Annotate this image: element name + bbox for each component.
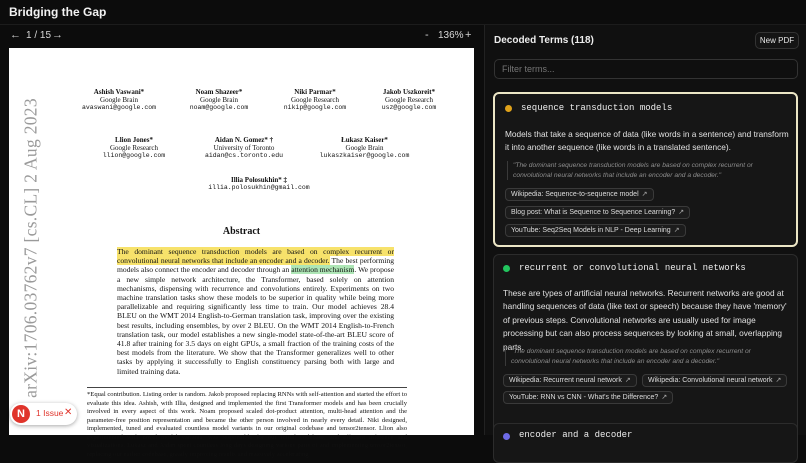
author-email: aidan@cs.toronto.edu [204,152,283,159]
author-name: Aidan N. Gomez* † [214,136,274,144]
zoom-in-button[interactable]: + [465,29,472,41]
filter-input[interactable] [494,59,798,79]
author-name: Łukasz Kaiser* [341,136,388,144]
author-affiliation: Google Brain [345,144,384,152]
author-email: usz@google.com [381,104,437,111]
author-name: Jakob Uszkoreit* [382,88,436,96]
reference-link[interactable] [505,188,654,201]
reference-link[interactable] [503,391,673,404]
external-link-icon: ↗ [678,209,685,216]
reference-link[interactable] [642,374,787,387]
reference-link[interactable] [505,224,686,237]
term-quote: "The dominant sequence transduction models are based on complex recurrent or convolutional neural networks that include an encoder and a decoder." [507,161,777,180]
abstract-fragment: . We propose a new simple network architecture, the Transformer, based solely on attention mechanisms, dispensing with recurrence and convolutions entirely. Experiments on two machine translation tasks show these models to be superior in quality while being more parallelizable and requiring significantly less time to train. Our model achieves 28.4 BLEU on the WMT 2014 English-to-German translation task, improving over the existing best results, including ensembles, by over 2 BLEU. On the WMT 2014 English-to-French translation task, our model establishes a new single-model state-of-the-art BLEU score of 41.8 after training for 3.5 days on eight GPUs, a small fraction of the training costs of the best models from the literature. We show that the Transformer generalizes well to other tasks by applying it successfully to English constituency parsing both with large and limited training data. [117,265,394,376]
author [265,88,365,112]
term-name: encoder and a decoder [519,430,633,440]
reference-link[interactable] [505,206,690,219]
pdf-toolbar [0,25,484,47]
author-name: Llion Jones* [115,136,153,144]
term-card[interactable] [493,92,798,247]
external-link-icon: ↗ [641,191,648,198]
panel-title: Decoded Terms (118) [494,35,594,46]
term-quote: "The dominant sequence transduction models are based on complex recurrent or convolutional neural networks that include an encoder and a decoder." [505,347,775,366]
pdf-page [9,48,474,458]
arxiv-id: arXiv:1706.03762v7 [cs.CL] 2 Aug 2023 [20,98,41,398]
terms-panel [484,25,806,440]
link-label: YouTube: Seq2Seq Models in NLP - Deep Learning [511,227,671,234]
link-label: YouTube: RNN vs CNN - What's the Difference? [509,394,659,401]
new-pdf-button[interactable]: New PDF [755,32,799,49]
term-card[interactable] [493,423,798,463]
abstract-fragment: The best performing models also connect the encoder and decoder through an [117,256,395,275]
highlighted-term[interactable]: The dominant sequence transduction models are based on complex recurrent or convolutional neural networks that include an encoder and a decoder. [117,247,394,266]
link-label: Wikipedia: Recurrent neural network [509,377,622,384]
zoom-level: 136% [438,30,464,41]
author [69,88,169,112]
author [189,136,299,160]
term-name: recurrent or convolutional neural networks [519,263,746,273]
author [169,88,269,112]
author-email: avaswani@google.com [81,104,157,111]
author-email: noam@google.com [189,104,249,111]
author-name: Ashish Vaswani* [93,88,145,96]
external-link-icon: ↗ [775,377,782,384]
author-name: Illia Polosukhin* ‡ [230,176,288,184]
author-affiliation: University of Toronto [213,144,275,152]
abstract-heading: Abstract [222,226,261,237]
author-affiliation: Google Research [290,96,339,104]
author-affiliation: Google Research [109,144,158,152]
term-color-dot [505,105,512,112]
next-page-button[interactable]: → [52,29,63,41]
external-link-icon: ↗ [624,377,631,384]
external-link-icon: ↗ [661,394,668,401]
author-affiliation: Google Research [384,96,433,104]
term-definition: Models that take a sequence of data (like words in a sentence) and transform it into another sequence (like words in a translated sentence). [505,129,789,153]
term-color-dot [503,433,510,440]
term-card[interactable] [493,254,798,434]
author-affiliation: Google Brain [200,96,238,104]
issues-badge[interactable] [10,403,77,425]
link-label: Wikipedia: Convolutional neural network [648,377,773,384]
arxiv-stamp [13,88,49,408]
author [199,176,319,192]
issues-label: 1 Issue [36,408,64,418]
abstract-text [117,247,394,376]
app-title: Bridging the Gap [9,5,107,19]
reference-link[interactable] [503,374,637,387]
author-affiliation: Google Brain [100,96,138,104]
prev-page-button[interactable]: ← [10,29,21,41]
top-bar [0,0,806,25]
term-color-dot [503,265,510,272]
link-label: Blog post: What is Sequence to Sequence Learning? [511,209,676,216]
page-indicator: 1 / 15 [26,30,52,41]
author-email: nikip@google.com [283,104,347,111]
author-name: Noam Shazeer* [195,88,243,96]
term-name: sequence transduction models [521,103,673,113]
author-name: Niki Parmar* [294,88,336,96]
pdf-viewer [0,25,484,458]
close-icon[interactable]: ✕ [64,407,73,418]
external-link-icon: ↗ [673,227,680,234]
zoom-out-button[interactable]: - [425,29,429,41]
highlighted-term[interactable]: attention mechanism [291,265,355,275]
author [84,136,184,160]
author-email: illia.polosukhin@gmail.com [208,184,310,191]
author [307,136,422,160]
link-label: Wikipedia: Sequence-to-sequence model [511,191,639,198]
author-email: llion@google.com [102,152,166,159]
author-email: lukaszkaiser@google.com [319,152,410,159]
next-logo-icon: N [12,405,30,423]
term-definition: These are types of artificial neural networks. Recurrent networks are good at handling sequences of data (like text or speech) because they have 'memory' of previous steps. Convolutional networks are usually used for image processing but can also process sequences by looking at small, overlapping parts. [503,288,787,352]
footnote: *Equal contribution. Listing order is random. Jakob proposed replacing RNNs with self-attention and started the effort to evaluate this idea. Ashish, with Illia, designed and implemented the first Transformer models and has been crucially involved in every aspect of this work. Noam proposed scaled dot-product attention, multi-head attention and the parameter-free position representation and became the other person involved in nearly every detail. Niki designed, implemented, tuned and evaluated countless model variants in our original codebase and tensor2tensor. Llion also experimented with novel model variants, was responsible for our initial codebase, and efficient inference and visualizations. Lukasz and Aidan spent countless long days designing various parts of and implementing tensor2tensor, replacing our earlier codebase, greatly improving results and massively accelerating [87,387,407,459]
author [359,88,459,112]
